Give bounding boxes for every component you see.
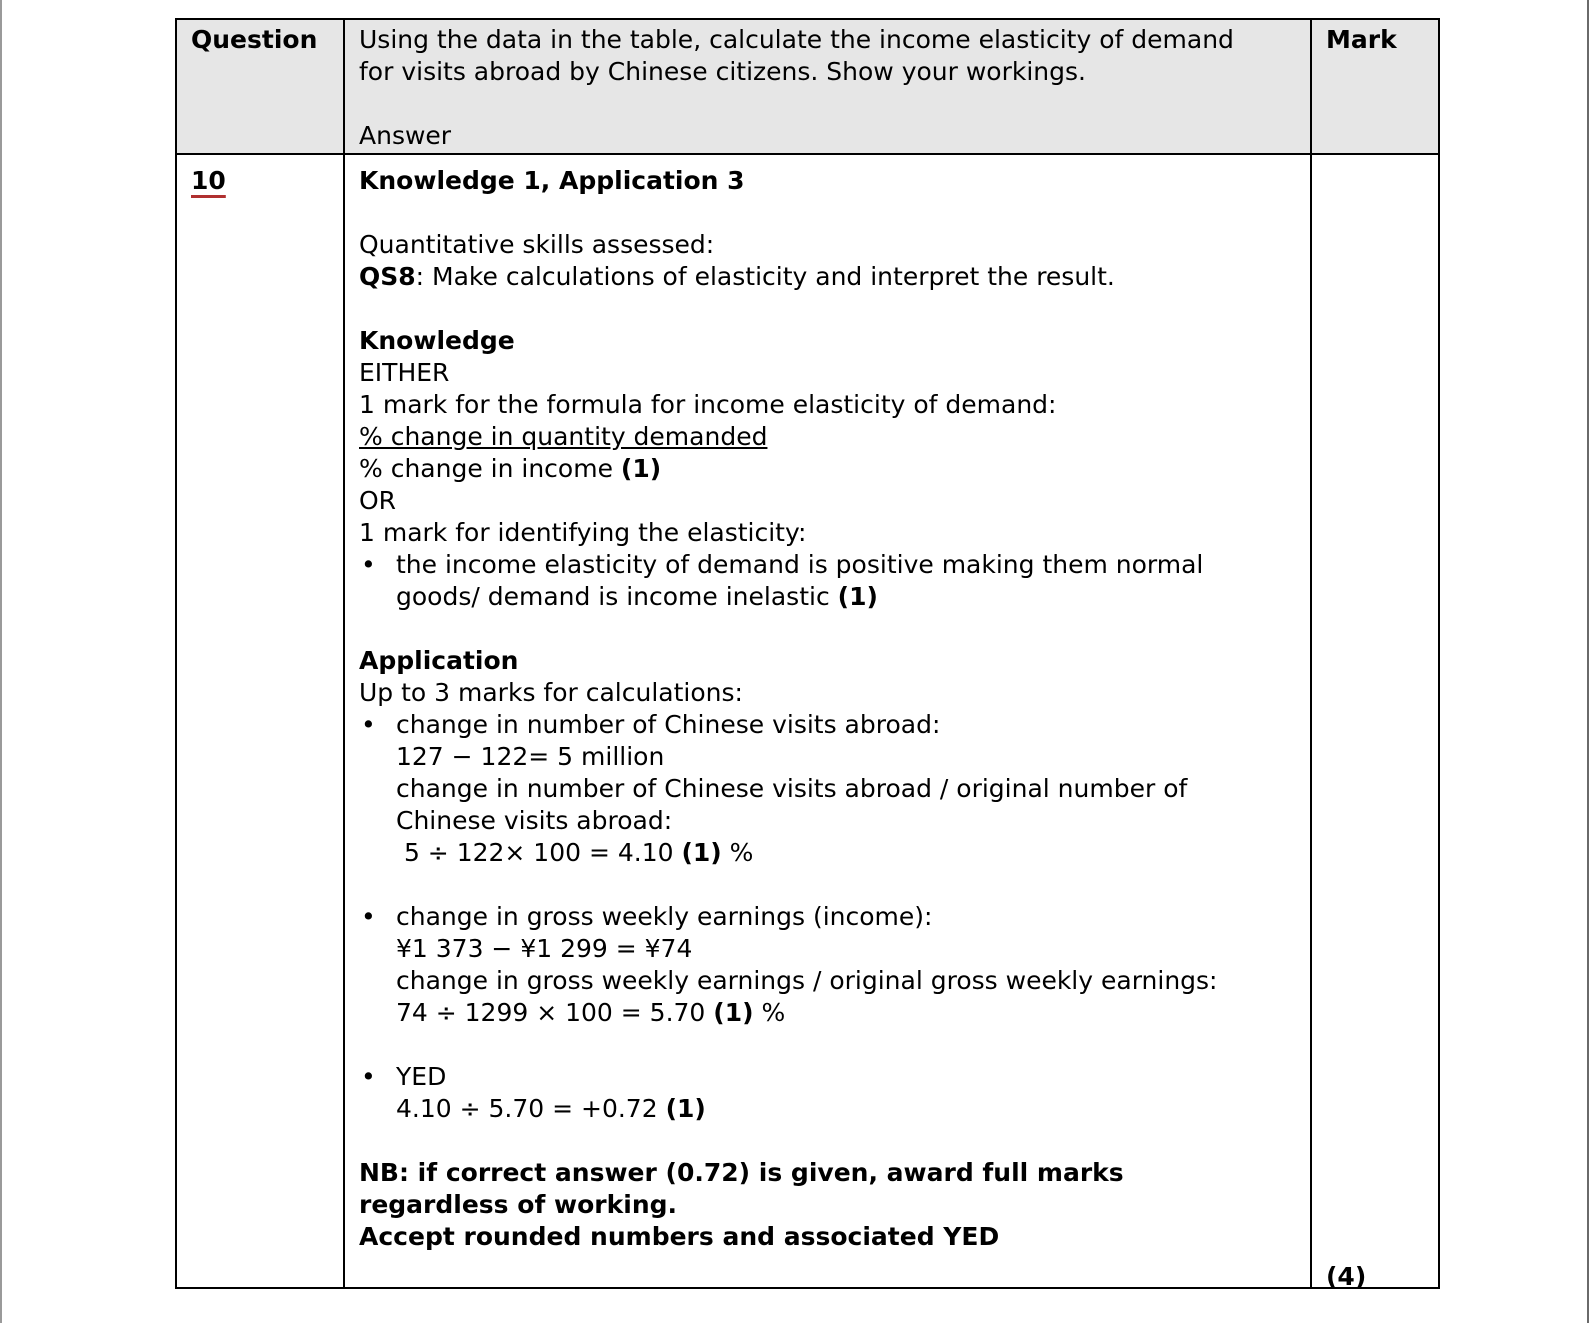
identify-bullet	[359, 549, 1296, 613]
bullet-text: • YED	[396, 1062, 447, 1091]
nb-line: NB: if correct answer (0.72) is given, award full marks	[359, 1158, 1124, 1187]
qs-code: QS8	[359, 262, 416, 291]
qs-intro: Quantitative skills assessed:	[359, 230, 715, 259]
answer-title: Knowledge 1, Application 3	[359, 166, 745, 195]
bullet-text: change in number of Chinese visits abroad / original number of	[396, 774, 1188, 803]
question-header-cell	[176, 19, 344, 154]
bullet-text: goods/ demand is income inelastic	[396, 582, 838, 611]
mark-indicator: (1)	[665, 1094, 706, 1123]
prompt-line: for visits abroad by Chinese citizens. Show your workings.	[359, 57, 1086, 86]
mark-header-cell	[1311, 19, 1439, 154]
total-mark: (4)	[1326, 1262, 1367, 1291]
calc-bullet-visits	[359, 709, 1296, 869]
or-label: OR	[359, 486, 397, 515]
mark-indicator: (1)	[681, 838, 722, 867]
formula-denominator-line	[359, 453, 1296, 485]
bullet-text: 127 − 122= 5 million	[396, 742, 665, 771]
bullet-text: ¥1 373 − ¥1 299 = ¥74	[396, 934, 693, 963]
calc-bullet-earnings	[359, 901, 1296, 1029]
question-label: Question	[191, 25, 318, 54]
qs-line	[359, 261, 1296, 293]
bullet-text: 74 ÷ 1299 × 100 = 5.70	[396, 998, 714, 1027]
formula-denominator: % change in income	[359, 454, 621, 483]
nb-line: regardless of working.	[359, 1190, 678, 1219]
mark-indicator: (1)	[837, 582, 878, 611]
mark-indicator: (1)	[713, 998, 754, 1027]
calc-intro: Up to 3 marks for calculations:	[359, 678, 743, 707]
question-number-cell	[176, 154, 344, 1288]
bullet-text: Chinese visits abroad:	[396, 806, 673, 835]
question-number: 10	[191, 166, 226, 195]
bullet-text: change in gross weekly earnings / original gross weekly earnings:	[396, 966, 1218, 995]
prompt-cell	[344, 19, 1311, 154]
header-row	[176, 19, 1439, 154]
page-edge-left	[0, 0, 2, 1323]
formula-intro: 1 mark for the formula for income elasticity of demand:	[359, 390, 1057, 419]
bullet-text: 4.10 ÷ 5.70 = +0.72	[396, 1094, 666, 1123]
answer-row	[176, 154, 1439, 1288]
answer-label: Answer	[359, 121, 452, 150]
mark-scheme-table	[175, 18, 1440, 1289]
formula-numerator: % change in quantity demanded	[359, 422, 768, 451]
mark-label: Mark	[1326, 25, 1397, 54]
prompt-line: Using the data in the table, calculate the income elasticity of demand	[359, 25, 1234, 54]
bullet-text: the income elasticity of demand is positive making them normal	[396, 550, 1204, 579]
bullet-text: • change in number of Chinese visits abroad:	[396, 710, 941, 739]
mark-cell	[1311, 154, 1439, 1291]
calc-bullet-yed	[359, 1061, 1296, 1125]
percent-sign: %	[753, 998, 786, 1027]
bullet-text: • change in gross weekly earnings (income):	[396, 902, 933, 931]
application-heading: Application	[359, 646, 519, 675]
either-label: EITHER	[359, 358, 450, 387]
identify-intro: 1 mark for identifying the elasticity:	[359, 518, 807, 547]
knowledge-heading: Knowledge	[359, 326, 515, 355]
answer-cell	[344, 154, 1311, 1288]
percent-sign: %	[721, 838, 754, 867]
mark-indicator: (1)	[620, 454, 662, 483]
bullet-text: 5 ÷ 122× 100 = 4.10	[396, 838, 682, 867]
nb-line: Accept rounded numbers and associated YED	[359, 1222, 1000, 1251]
qs-text: : Make calculations of elasticity and interpret the result.	[415, 262, 1115, 291]
